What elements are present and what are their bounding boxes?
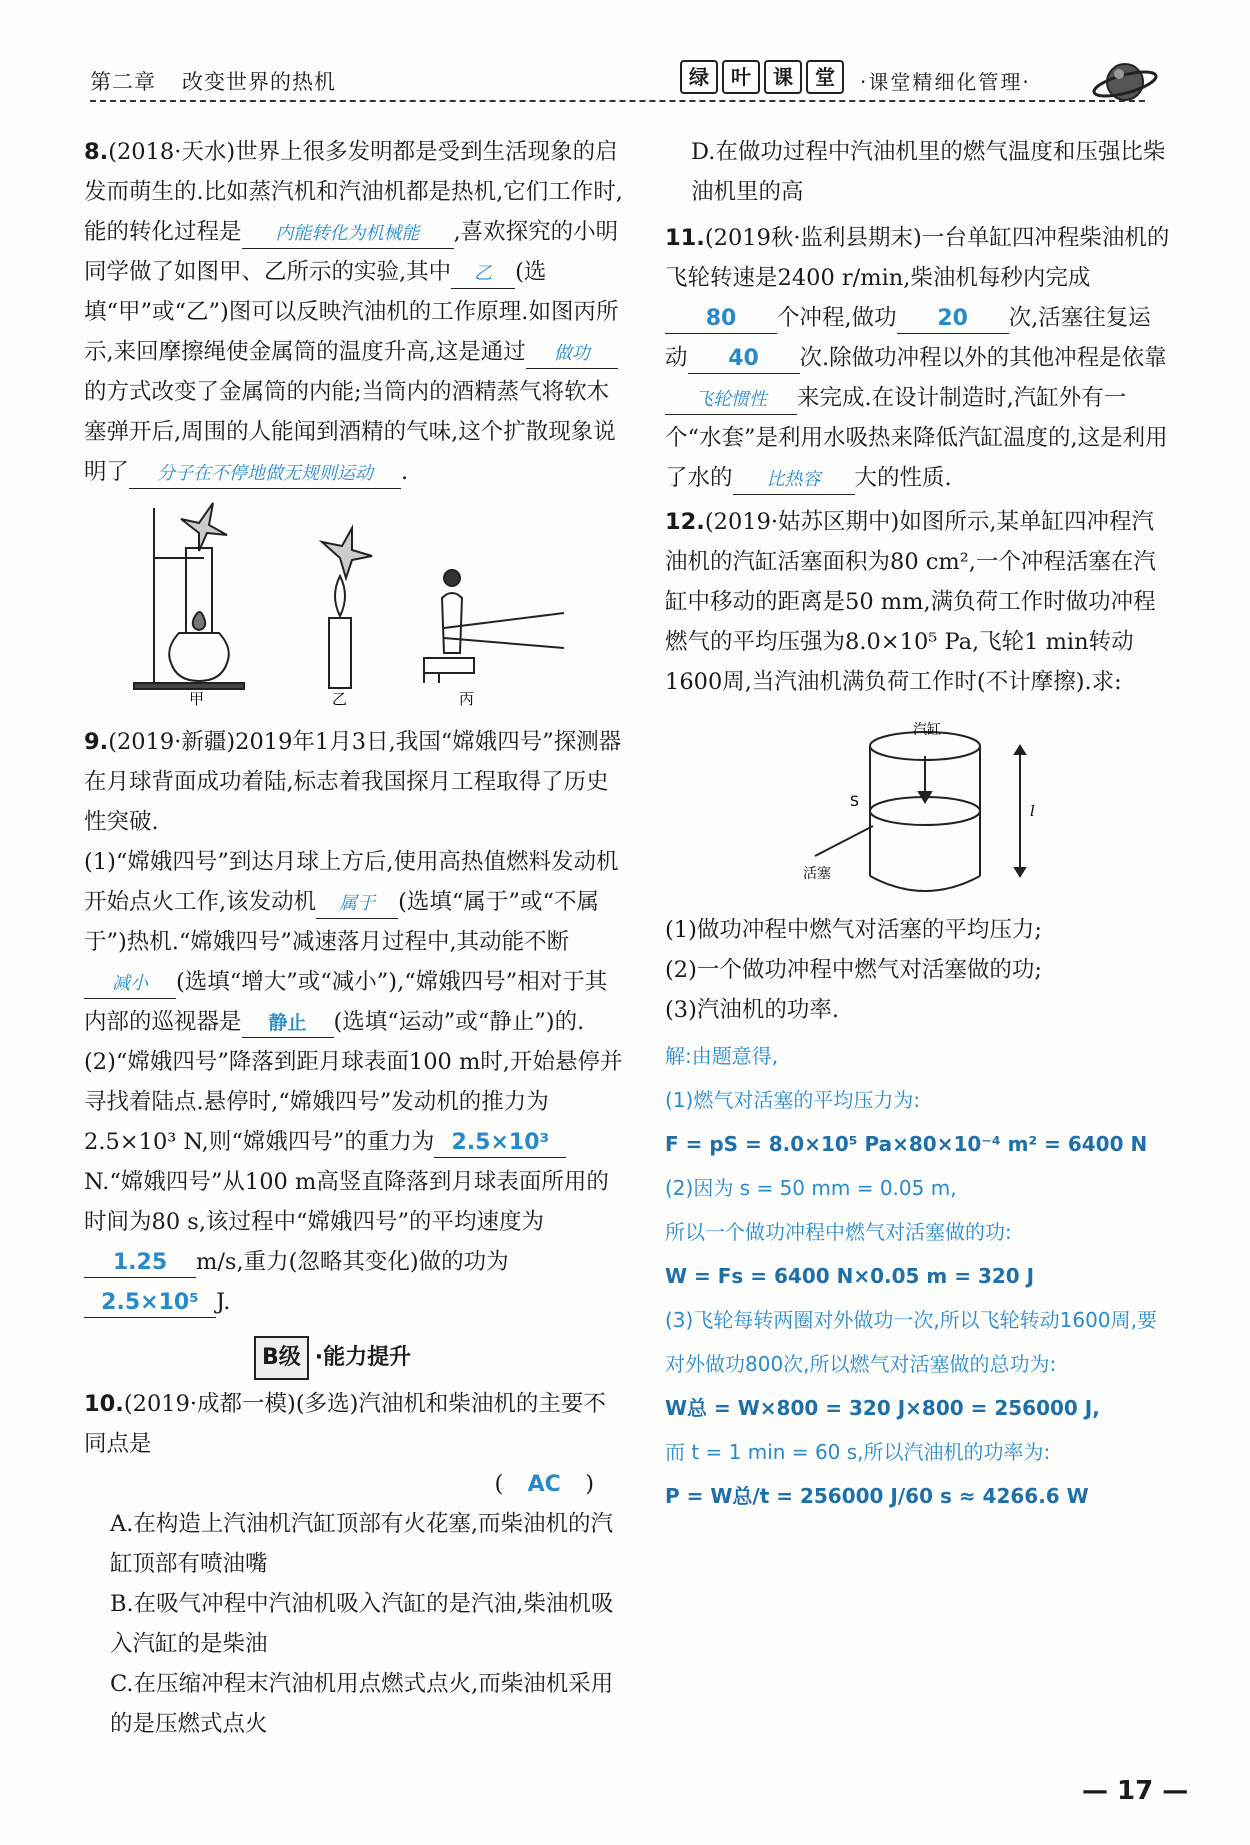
figure-jia xyxy=(134,503,244,689)
question-number: 12. xyxy=(665,509,705,535)
q9-answer-6: 2.5×10⁵ xyxy=(84,1289,216,1318)
q11-text: 个冲程,做功 xyxy=(777,305,897,331)
brand-char: 课 xyxy=(764,60,802,94)
planet-icon xyxy=(1090,52,1160,112)
q9-answer-3: 静止 xyxy=(242,1009,334,1038)
chapter-number: 第二章 xyxy=(90,70,156,94)
q11-answer-5: 比热容 xyxy=(733,466,855,495)
q9-part-2-text: (2)“嫦娥四号”降落到距月球表面100 m时,开始悬停并寻找着陆点.悬停时,“嫦娥四号”发动机的推力为2.5×10³ N,则“嫦娥四号”的重力为 xyxy=(84,1049,623,1155)
q8-text-5: . xyxy=(401,459,409,485)
question-8 xyxy=(84,132,624,492)
question-number: 9. xyxy=(84,729,109,755)
cylinder-figure xyxy=(795,706,1055,906)
q11-text: 次,活塞往复运动 xyxy=(665,305,1151,371)
q10-option-d: D.在做功过程中汽油机里的燃气温度和压强比柴油机里的高 xyxy=(691,139,1166,205)
level-title: ·能力提升 xyxy=(314,1345,412,1370)
q11-answer-1: 80 xyxy=(665,305,777,334)
solution-line: 解:由题意得, xyxy=(665,1044,779,1068)
question-number: 8. xyxy=(84,139,109,165)
piston-label: 活塞 xyxy=(803,866,831,882)
experiment-figure xyxy=(124,498,604,708)
q8-text-4: 的方式改变了金属筒的内能;当筒内的酒精蒸气将软木塞弹开后,周围的人能闻到酒精的气味,这个扩散现象说明了 xyxy=(84,379,616,485)
q9-part-2-text: m/s,重力(忽略其变化)做的功为 xyxy=(196,1249,509,1275)
solution-line: W = Fs = 6400 N×0.05 m = 320 J xyxy=(665,1264,1035,1288)
q9-part-2-text: N.“嫦娥四号”从100 m高竖直降落到月球表面所用的时间为80 s,该过程中“嫦娥四号”的平均速度为 xyxy=(84,1169,609,1235)
solution-line: 而 t = 1 min = 60 s,所以汽油机的功率为: xyxy=(665,1440,1051,1464)
q8-text-1: (2018·天水)世界上很多发明都是受到生活现象的启发而萌生的.比如蒸汽机和汽油机都是热机,它们工作时,能的转化过程是 xyxy=(84,139,623,245)
solution-line: (3)飞轮每转两圈对外做功一次,所以飞轮转动1600周,要对外做功800次,所以燃气对活塞做的总功为: xyxy=(665,1308,1157,1376)
page-header xyxy=(60,52,1160,112)
length-label: l xyxy=(1030,802,1035,820)
question-11 xyxy=(665,218,1170,498)
q9-answer-1: 属于 xyxy=(316,890,398,919)
q8-answer-1: 内能转化为机械能 xyxy=(242,220,454,249)
brand-char: 堂 xyxy=(806,60,844,94)
q12-sub-3: (3)汽油机的功率. xyxy=(665,997,840,1023)
question-12 xyxy=(665,502,1170,702)
figure-label-yi: 乙 xyxy=(332,690,348,708)
level-tag: B级 xyxy=(254,1336,309,1380)
q8-text-3: (选填“甲”或“乙”)图可以反映汽油机的工作原理.如图丙所示,来回摩擦绳使金属筒的温度升高,这是通过 xyxy=(84,259,619,365)
q8-answer-4: 分子在不停地做无规则运动 xyxy=(129,460,401,489)
q9-answer-2: 减小 xyxy=(84,970,176,999)
q9-part-1-text: (选填“运动”或“静止”)的. xyxy=(333,1009,585,1035)
left-column xyxy=(84,132,624,1744)
q8-text-2: ,喜欢探究的小明同学做了如图甲、乙所示的实验,其中 xyxy=(84,219,619,285)
q8-answer-2: 乙 xyxy=(451,260,515,289)
q9-answer-4: 2.5×10³ xyxy=(434,1129,566,1158)
figure-bing xyxy=(424,570,564,683)
q11-answer-2: 20 xyxy=(897,305,1009,334)
solution-line: F = pS = 8.0×10⁵ Pa×80×10⁻⁴ m² = 6400 N xyxy=(665,1132,1148,1156)
q8-answer-3: 做功 xyxy=(526,340,618,369)
brand-char: 绿 xyxy=(680,60,718,94)
area-label: S xyxy=(850,794,859,810)
q11-answer-4: 飞轮惯性 xyxy=(665,386,797,415)
q12-stem: (2019·姑苏区期中)如图所示,某单缸四冲程汽油机的汽缸活塞面积为80 cm²,一个冲程活塞在汽缸中移动的距离是50 mm,满负荷工作时做功冲程燃气的平均压强为8.0×10⁵ Pa,飞轮1 min转动1600周,当汽油机满负荷工作时(不计摩擦).求: xyxy=(665,509,1156,695)
question-number: 11. xyxy=(665,225,705,251)
solution-line: P = W总/t = 256000 J/60 s ≈ 4266.6 W xyxy=(665,1484,1089,1508)
q10-option-b: B.在吸气冲程中汽油机吸入汽缸的是汽油,柴油机吸入汽缸的是柴油 xyxy=(110,1591,614,1657)
q11-text: (2019秋·监利县期末)一台单缸四冲程柴油机的飞轮转速是2400 r/min,柴油机每秒内完成 xyxy=(665,225,1170,291)
right-column xyxy=(665,132,1170,1518)
figure-label-jia: 甲 xyxy=(189,690,205,708)
q10-option-c: C.在压缩冲程末汽油机用点燃式点火,而柴油机采用的是压燃式点火 xyxy=(110,1671,614,1737)
chapter-heading xyxy=(90,66,362,96)
brand-char: 叶 xyxy=(722,60,760,94)
q10-answer-slot: ( AC ) xyxy=(494,1471,594,1497)
q11-answer-3: 40 xyxy=(688,345,800,374)
question-9 xyxy=(84,722,624,842)
q10-option-a: A.在构造上汽油机汽缸顶部有火花塞,而柴油机的汽缸顶部有喷油嘴 xyxy=(110,1511,614,1577)
q12-solution xyxy=(665,1034,1170,1518)
chapter-title: 改变世界的热机 xyxy=(182,70,336,94)
q9-part-1-text: (1)“嫦娥四号”到达月球上方后,使用高热值燃料发动机开始点火工作,该发动机 xyxy=(84,849,619,915)
brand-slogan: ·课堂精细化管理· xyxy=(860,70,1031,94)
page-number: — 17 — xyxy=(1082,1776,1189,1806)
q11-text: 大的性质. xyxy=(854,465,952,491)
q9-part-1-text: (选填“增大”或“减小”),“嫦娥四号”相对于其内部的巡视器是 xyxy=(84,969,608,1035)
question-10 xyxy=(84,1384,624,1464)
q11-text: 来完成.在设计制造时,汽缸外有一个“水套”是利用水吸热来降低汽缸温度的,这是利用了水的 xyxy=(665,385,1168,491)
q9-part-2-text: J. xyxy=(216,1289,231,1315)
figure-label-bing: 丙 xyxy=(459,690,475,708)
figure-yi xyxy=(322,528,372,688)
q10-stem: (2019·成都一模)(多选)汽油机和柴油机的主要不同点是 xyxy=(84,1391,606,1457)
q9-intro: (2019·新疆)2019年1月3日,我国“嫦娥四号”探测器在月球背面成功着陆,标志着我国探月工程取得了历史性突破. xyxy=(84,729,622,835)
q9-part-2 xyxy=(84,1042,624,1322)
q9-part-1-text: (选填“属于”或“不属于”)热机.“嫦娥四号”减速落月过程中,其动能不断 xyxy=(84,889,599,955)
q11-text: 次.除做功冲程以外的其他冲程是依靠 xyxy=(799,345,1167,371)
q12-sub-1: (1)做功冲程中燃气对活塞的平均压力; xyxy=(665,917,1042,943)
cylinder-label: 汽缸 xyxy=(913,722,941,738)
solution-line: W总 = W×800 = 320 J×800 = 256000 J, xyxy=(665,1396,1100,1420)
solution-line: 所以一个做功冲程中燃气对活塞做的功: xyxy=(665,1220,1012,1244)
q10-answer: AC xyxy=(527,1472,561,1497)
header-divider xyxy=(90,100,1145,102)
q9-part-1 xyxy=(84,842,624,1042)
solution-line: (2)因为 s = 50 mm = 0.05 m, xyxy=(665,1176,957,1200)
q9-answer-5: 1.25 xyxy=(84,1249,196,1278)
q12-sub-2: (2)一个做功冲程中燃气对活塞做的功; xyxy=(665,957,1042,983)
question-number: 10. xyxy=(84,1391,124,1417)
solution-line: (1)燃气对活塞的平均压力为: xyxy=(665,1088,921,1112)
level-b-heading xyxy=(254,1336,624,1380)
brand-logo xyxy=(680,60,848,94)
